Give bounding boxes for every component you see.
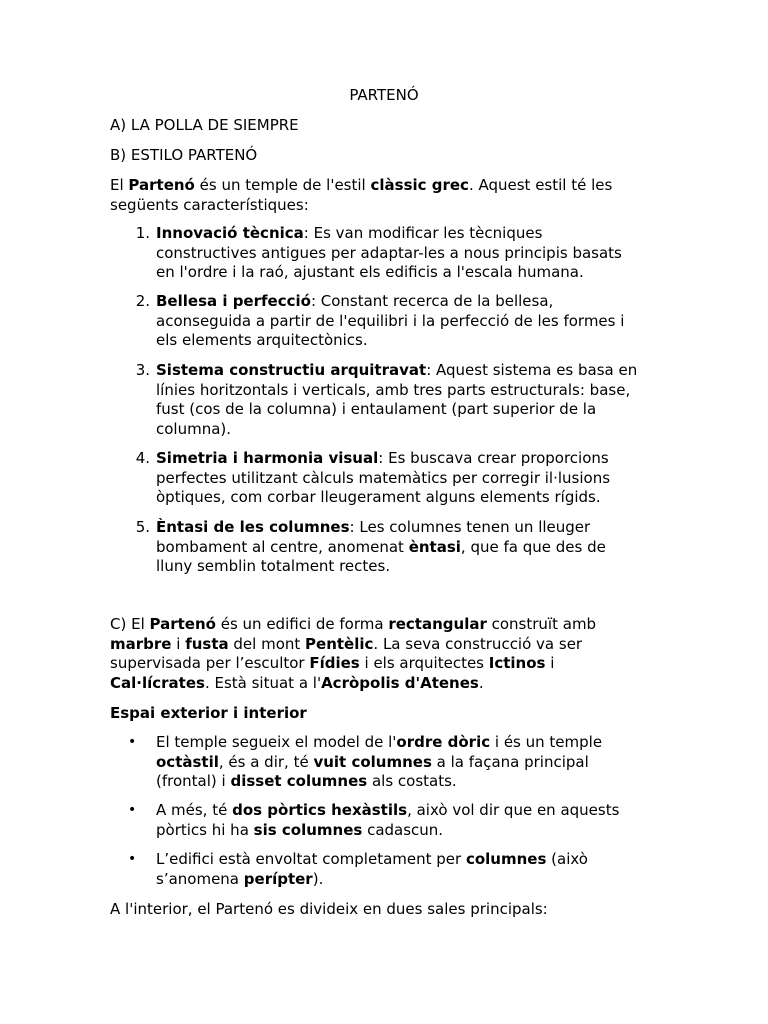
bullet-item: • L’edifici està envoltat completament per columnes (això s’anomena perípter). bbox=[128, 850, 588, 888]
section-c-paragraph: C) El Partenó és un edifici de forma rectangular construït amb marbre i fusta del mont Pentèlic. La seva construcció va ser supervisada per l’escultor Fídies i els arquitectes Ictinos i Cal·lícrates. Està situat a l'Acròpolis d'Atenes. bbox=[110, 615, 597, 692]
list-item: 4. Simetria i harmonia visual: Es buscava crear proporcions perfectes utilitzant càlculs matemàtics per corregir il·lusions òptiques, com corbar lleugerament alguns elements rígids. bbox=[135, 449, 611, 506]
list-item: 5. Èntasi de les columnes: Les columnes tenen un lleuger bombament al centre, anomenat èntasi, que fa que des de lluny semblin totalment rectes. bbox=[135, 518, 606, 575]
list-item: 3. Sistema constructiu arquitravat: Aquest sistema es basa en línies horitzontals i verticals, amb tres parts estructurals: base, fust (cos de la columna) i entaulament (part superior de la columna). bbox=[135, 361, 638, 438]
bullet-icon: • bbox=[128, 851, 137, 867]
closing-line: A l'interior, el Partenó es divideix en dues sales principals: bbox=[110, 900, 548, 918]
bullet-item: • A més, té dos pòrtics hexàstils, això vol dir que en aquests pòrtics hi ha sis columnes cadascun. bbox=[128, 801, 620, 839]
bullet-icon: • bbox=[128, 802, 137, 818]
document-title: PARTENÓ bbox=[349, 86, 419, 104]
list-item: 2. Bellesa i perfecció: Constant recerca de la bellesa, aconseguida a partir de l'equilibri i la perfecció de les formes i els elements arquitectònics. bbox=[135, 292, 625, 349]
bullet-icon: • bbox=[128, 734, 137, 750]
section-a-heading: A) LA POLLA DE SIEMPRE bbox=[110, 116, 299, 134]
list-item: 1. Innovació tècnica: Es van modificar les tècniques constructives antigues per adaptar-les a nous principis basats en l'ordre i la raó, ajustant els edificis a l'escala humana. bbox=[135, 224, 622, 281]
subheading: Espai exterior i interior bbox=[110, 704, 307, 722]
section-b-heading: B) ESTILO PARTENÓ bbox=[110, 146, 258, 164]
intro-paragraph: El Partenó és un temple de l'estil clàssic grec. Aquest estil té les següents característiques: bbox=[110, 176, 613, 214]
bullet-item: • El temple segueix el model de l'ordre dòric i és un temple octàstil, és a dir, té vuit columnes a la façana principal (frontal) i disset columnes als costats. bbox=[128, 733, 603, 790]
